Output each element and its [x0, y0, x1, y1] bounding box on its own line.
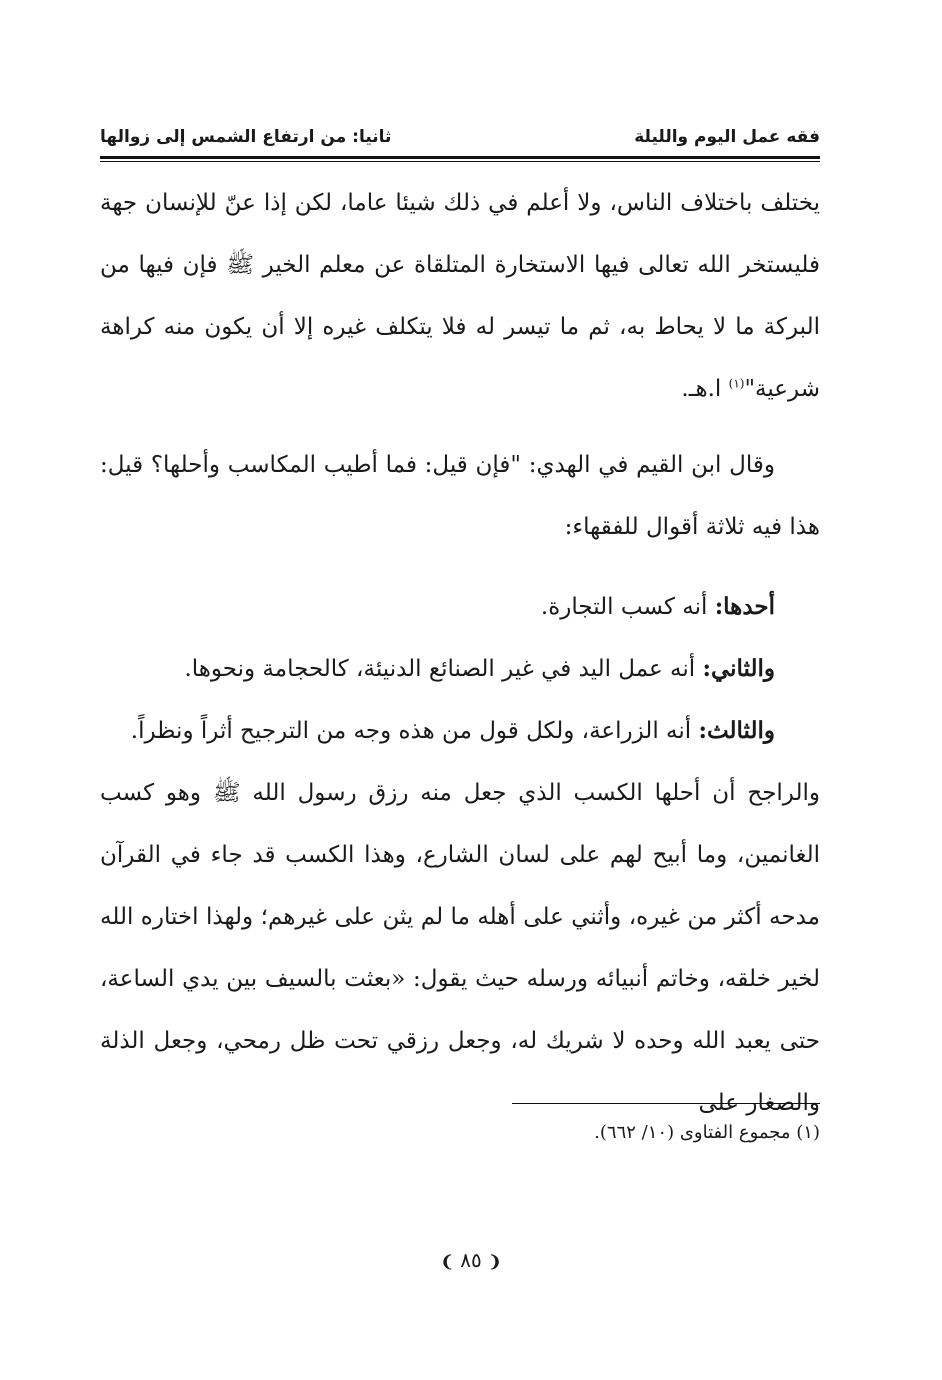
- paragraph-5-text: أنه الزراعة، ولكل قول من هذه وجه من الترجيح أثراً ونظراً.: [130, 718, 699, 744]
- footnote-ref: (١): [728, 376, 745, 391]
- ornament-right-icon: ❩: [440, 1252, 454, 1271]
- paragraph-6: والراجح أن أحلها الكسب الذي جعل منه رزق رسول الله ﷺ وهو كسب الغانمين، وما أبيح لهم على لسان الشارع، وهذا الكسب قد جاء في القرآن مدحه أكثر من غيره، وأثني على أهله ما لم يثن على غيرهم؛ ولهذا اختاره الله لخير خلقه، وخاتم أنبيائه ورسله حيث يقول: «بعثت بالسيف بين يدي الساعة، حتى يعبد الله وحده لا شريك له، وجعل رزقي تحت ظل رمحي، وجعل الذلة والصغار على: [100, 780, 820, 1116]
- paragraph-5-lead: والثالث:: [698, 717, 775, 744]
- paragraph-4-lead: والثاني:: [702, 655, 775, 682]
- paragraph-4-text: أنه عمل اليد في غير الصنائع الدنيئة، كالحجامة ونحوها.: [184, 656, 703, 682]
- page-body: [100, 172, 820, 1134]
- paragraph-3: [100, 576, 820, 638]
- paragraph-1-end: ا.هـ.: [681, 376, 729, 402]
- running-header: [100, 118, 820, 156]
- paragraph-3-lead: أحدها:: [714, 593, 775, 620]
- paragraph-1: [100, 172, 820, 420]
- footnote: (١) مجموع الفتاوى (١٠/ ٦٦٢).: [594, 1122, 820, 1143]
- paragraph-5: [100, 700, 820, 762]
- paragraph-2: وقال ابن القيم في الهدي: "فإن قيل: فما أطيب المكاسب وأحلها؟ قيل: هذا فيه ثلاثة أقوال للفقهاء:: [100, 452, 820, 540]
- section-title: ثانيا: من ارتفاع الشمس إلى زوالها: [100, 127, 392, 147]
- header-rule: [100, 156, 820, 159]
- paragraph-3-text: أنه كسب التجارة.: [540, 594, 715, 620]
- book-title: فقه عمل اليوم والليلة: [634, 127, 820, 147]
- paragraph-4: [100, 638, 820, 700]
- page-number: ٨٥: [460, 1248, 482, 1272]
- page-number-block: [0, 1248, 942, 1272]
- header-rule-thin: [100, 161, 820, 162]
- paragraph-1-text: يختلف باختلاف الناس، ولا أعلم في ذلك شيئا عاما، لكن إذا عنّ للإنسان جهة فليستخر الله تعالى فيها الاستخارة المتلقاة عن معلم الخير ﷺ فإن فيها من البركة ما لا يحاط به، ثم ما تيسر له فلا يتكلف غيره إلا أن يكون منه كراهة شرعية": [100, 190, 820, 402]
- footnote-rule: [512, 1103, 820, 1104]
- ornament-left-icon: ❨: [488, 1252, 502, 1271]
